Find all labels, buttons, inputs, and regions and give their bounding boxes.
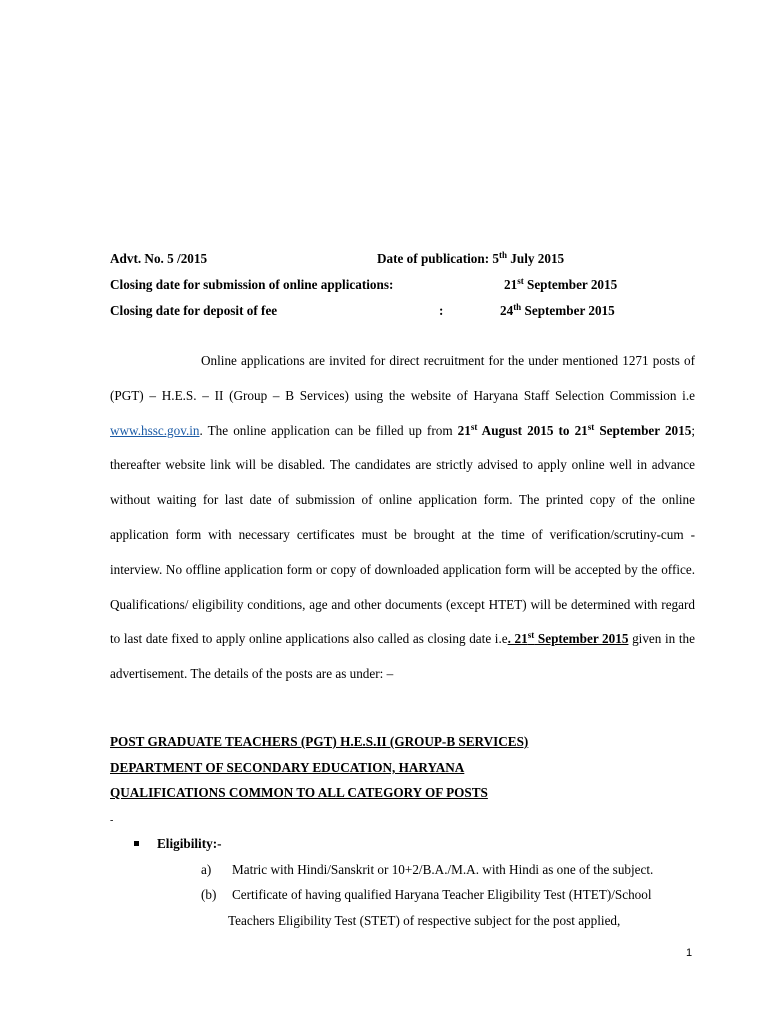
heading-pgt: POST GRADUATE TEACHERS (PGT) H.E.S.II (GROUP-B SERVICES) (110, 734, 529, 749)
closing-online-label: Closing date for submission of online applications: (110, 277, 394, 292)
closing-online-rest: September 2015 (523, 277, 618, 292)
publication-date-rest: July 2015 (507, 251, 565, 266)
square-bullet-icon (134, 841, 139, 846)
closing-fee-rest: September 2015 (521, 303, 615, 318)
closing-online-day: 21 (504, 277, 518, 292)
end-date-day: 21 (574, 422, 588, 438)
stray-mark: - (110, 815, 114, 826)
closing-date-sup: st (527, 630, 535, 641)
paragraph-text-2: . The online application can be filled up from (199, 422, 458, 438)
closing-fee-day: 24 (500, 303, 514, 318)
item-marker: a) (201, 862, 212, 877)
paragraph-text-4: given in the advertisement. The details of the posts are as under: – (110, 631, 695, 682)
publication-date-sup: th (498, 250, 507, 260)
closing-date-rest: September 2015 (534, 631, 629, 647)
item-text-continued: Teachers Eligibility Test (STET) of respective subject for the post applied, (228, 913, 621, 928)
page-number: 1 (686, 947, 693, 959)
start-date-day: 21 (457, 422, 471, 438)
closing-date-day: . 21 (507, 631, 528, 647)
item-text: Certificate of having qualified Haryana Teacher Eligibility Test (HTET)/School (232, 887, 652, 902)
start-date-rest: August 2015 to (477, 422, 570, 438)
closing-fee-colon: : (439, 303, 444, 318)
eligibility-label: Eligibility:- (157, 836, 222, 851)
closing-online-sup: st (517, 276, 524, 286)
closing-online-date (504, 276, 617, 294)
eligibility-bullet (134, 835, 221, 853)
closing-fee-sup: th (513, 302, 522, 312)
start-date (458, 423, 570, 438)
end-date (575, 423, 692, 438)
publication-date-label: Date of publication: 5 (377, 251, 499, 266)
closing-fee-date (500, 302, 615, 320)
publication-date (377, 250, 564, 268)
heading-department: DEPARTMENT OF SECONDARY EDUCATION, HARYANA (110, 760, 465, 775)
paragraph-text-3: ; thereafter website link will be disabled. The candidates are strictly advised to apply online well in advance without waiting for last date of submission of online application form. The printed copy of the online application form with necessary certificates must be brought at the time of verification/scrutiny-cum -interview. No offline application form or copy of downloaded application form will be accepted by the office. Qualifications/ eligibility conditions, age and other documents (except HTET) will be determined with regard to last date fixed to apply online applications also called as closing date i.e (110, 422, 696, 647)
end-date-sup: st (587, 421, 595, 432)
advt-number: Advt. No. 5 /2015 (110, 251, 208, 266)
item-marker: (b) (201, 887, 217, 902)
start-date-sup: st (470, 421, 478, 432)
body-paragraph (110, 344, 695, 692)
item-text: Matric with Hindi/Sanskrit or 10+2/B.A./M.A. with Hindi as one of the subject. (232, 862, 654, 877)
end-date-rest: September 2015 (594, 422, 692, 438)
paragraph-text-1: Online applications are invited for direct recruitment for the under mentioned 1271 posts of (PGT) – H.E.S. – II (Group – B Services) using the website of Haryana Staff Selection Commission i.e (110, 353, 695, 403)
heading-qualifications: QUALIFICATIONS COMMON TO ALL CATEGORY OF POSTS (110, 785, 488, 800)
hssc-website-link[interactable]: www.hssc.gov.in (110, 422, 200, 438)
closing-fee-label: Closing date for deposit of fee (110, 303, 278, 318)
closing-date-underlined (508, 631, 629, 646)
